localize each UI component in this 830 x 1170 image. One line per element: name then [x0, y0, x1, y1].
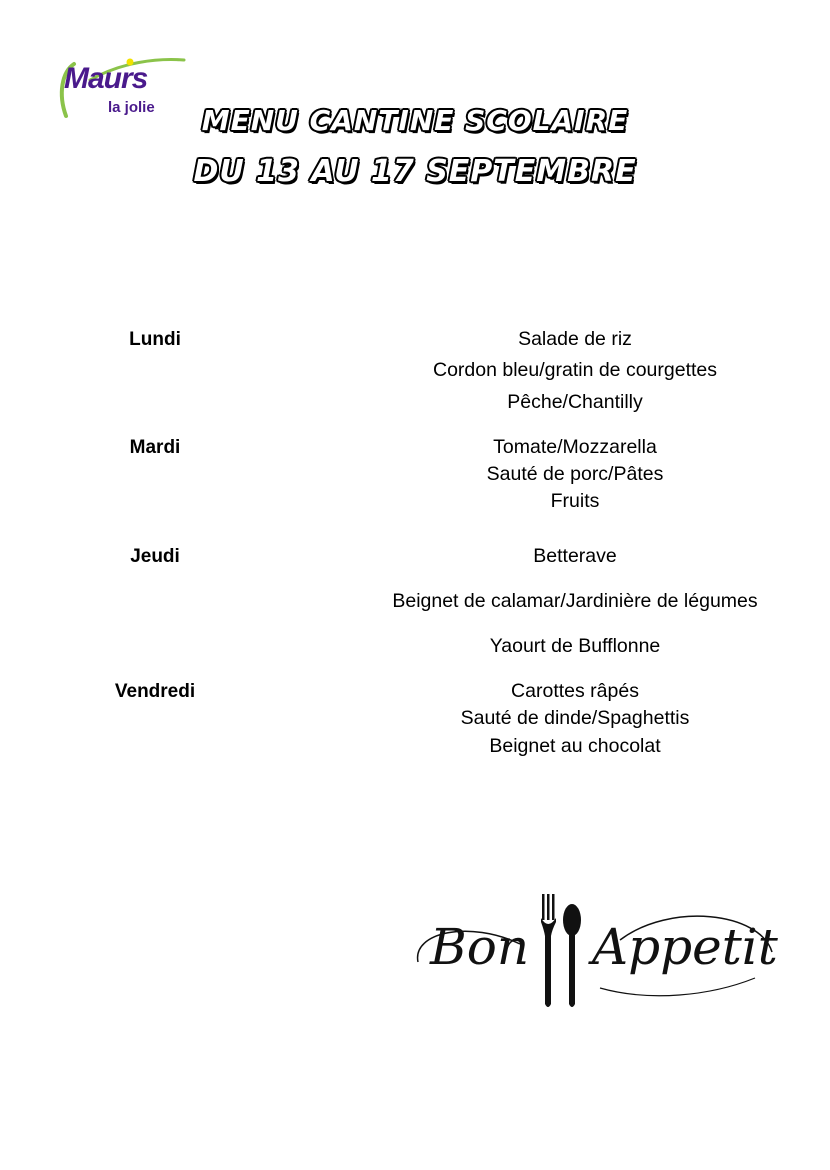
logo-name: Maurs: [64, 62, 148, 95]
dish-item: Betterave: [533, 545, 617, 567]
dish-item: Sauté de dinde/Spaghettis: [460, 707, 690, 729]
day-label-vendredi: Vendredi: [114, 681, 196, 702]
dish-item: Carottes râpés: [511, 680, 639, 702]
dish-item: Tomate/Mozzarella: [493, 436, 657, 458]
bon-text: Bon: [430, 918, 530, 976]
dish-item: Beignet de calamar/Jardinière de légumes: [392, 590, 758, 612]
dish-item: Yaourt de Bufflonne: [489, 635, 661, 657]
bon-appetit-illustration: [410, 892, 780, 1017]
dish-item: Fruits: [550, 490, 600, 512]
day-label-mardi: Mardi: [129, 437, 181, 458]
page-subtitle: DU 13 AU 17 SEPTEMBRE: [193, 154, 637, 189]
day-label-jeudi: Jeudi: [130, 546, 180, 567]
dish-item: Cordon bleu/gratin de courgettes: [432, 359, 718, 381]
logo-tagline: la jolie: [108, 99, 155, 116]
dish-item: Salade de riz: [518, 328, 632, 350]
day-label-lundi: Lundi: [129, 329, 181, 350]
fork-and-spoon-icon: [536, 892, 586, 1012]
dish-item: Pêche/Chantilly: [507, 391, 643, 413]
dish-item: Sauté de porc/Pâtes: [486, 463, 664, 485]
page-title: MENU CANTINE SCOLAIRE: [201, 104, 629, 137]
dish-item: Beignet au chocolat: [489, 735, 661, 757]
appetit-text: Appetit: [592, 918, 778, 976]
